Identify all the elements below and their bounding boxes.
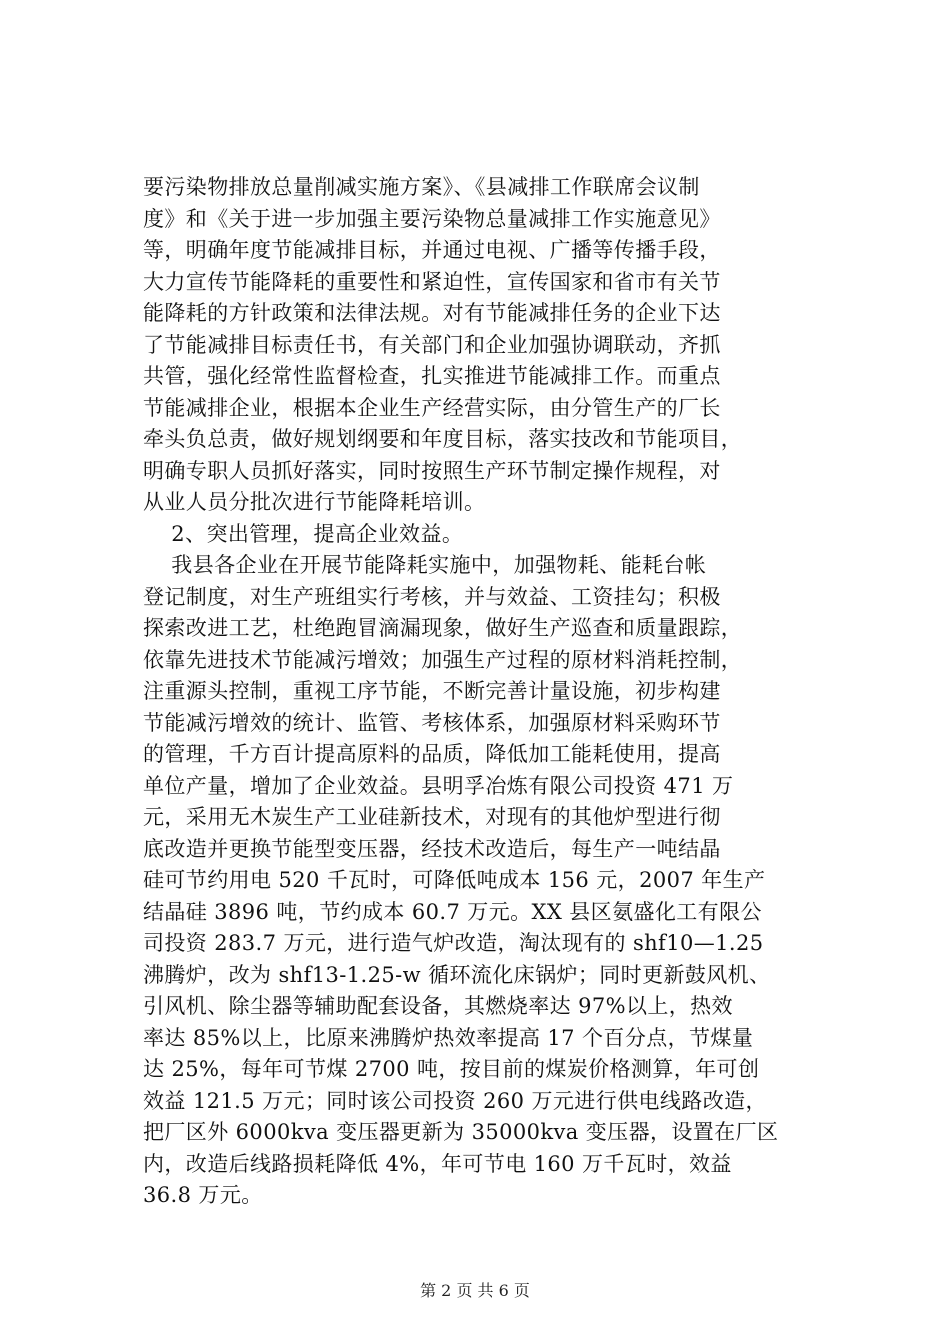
text-line: 司投资 283.7 万元，进行造气炉改造，淘汰现有的 shf10—1.25: [143, 931, 764, 955]
text-line: 要污染物排放总量削减实施方案》、《县减排工作联席会议制: [143, 175, 700, 199]
text-line: 注重源头控制，重视工序节能，不断完善计量设施，初步构建: [143, 679, 721, 703]
text-line: 沸腾炉，改为 shf13-1.25-w 循环流化床锅炉；同时更新鼓风机、: [143, 962, 771, 987]
body-text: [143, 172, 833, 1212]
text-line: 节能减污增效的统计、监管、考核体系，加强原材料采购环节: [143, 710, 721, 735]
text-line: 度》和《关于进一步加强主要污染物总量减排工作实施意见》: [143, 206, 721, 231]
text-line: 率达 85%以上，比原来沸腾炉热效率提高 17 个百分点，节煤量: [143, 1025, 754, 1050]
text-line: 能降耗的方针政策和法律法规。对有节能减排任务的企业下达: [143, 301, 721, 325]
text-line: 大力宣传节能降耗的重要性和紧迫性，宣传国家和省市有关节: [143, 269, 721, 294]
text-line: 结晶硅 3896 吨，节约成本 60.7 万元。XX 县区氨盛化工有限公: [143, 899, 762, 924]
text-line: 把厂区外 6000kva 变压器更新为 35000kva 变压器，设置在厂区: [143, 1120, 779, 1144]
text-line: 硅可节约用电 520 千瓦时，可降低吨成本 156 元，2007 年生产: [143, 868, 766, 892]
section-heading: 2、突出管理，提高企业效益。: [143, 521, 464, 546]
page-footer: 第 2 页 共 6 页: [420, 1281, 530, 1300]
text-line: 元，采用无木炭生产工业硅新技术，对现有的其他炉型进行彻: [143, 805, 721, 829]
text-line: 底改造并更换节能型变压器，经技术改造后，每生产一吨结晶: [143, 836, 721, 861]
text-line: 从业人员分批次进行节能降耗培训。: [143, 490, 486, 514]
text-line: 我县各企业在开展节能降耗实施中，加强物耗、能耗台帐: [143, 553, 707, 577]
text-line: 登记制度，对生产班组实行考核，并与效益、工资挂勾；积极: [143, 584, 721, 609]
text-line: 明确专职人员抓好落实，同时按照生产环节制定操作规程，对: [143, 458, 721, 483]
text-line: 节能减排企业，根据本企业生产经营实际，由分管生产的厂长: [143, 395, 721, 420]
text-line: 牵头负总责，做好规划纲要和年度目标，落实技改和节能项目，: [143, 427, 743, 451]
text-line: 探索改进工艺，杜绝跑冒滴漏现象，做好生产巡查和质量跟踪，: [143, 616, 743, 640]
text-line: 共管，强化经常性监督检查，扎实推进节能减排工作。而重点: [143, 364, 721, 388]
text-line: 依靠先进技术节能减污增效；加强生产过程的原材料消耗控制，: [143, 647, 743, 672]
text-line: 引风机、除尘器等辅助配套设备，其燃烧率达 97%以上，热效: [143, 994, 733, 1018]
text-line: 等，明确年度节能减排目标，并通过电视、广播等传播手段，: [143, 238, 721, 262]
text-line: 达 25%，每年可节煤 2700 吨，按目前的煤炭价格测算，年可创: [143, 1057, 760, 1081]
text-line: 内，改造后线路损耗降低 4%，年可节电 160 万千瓦时，效益: [143, 1151, 732, 1176]
text-line: 36.8 万元。: [143, 1183, 263, 1207]
text-line: 了节能减排目标责任书，有关部门和企业加强协调联动，齐抓: [143, 332, 721, 357]
text-line: 的管理，千方百计提高原料的品质，降低加工能耗使用，提高: [143, 742, 721, 766]
text-line: 单位产量，增加了企业效益。县明孚冶炼有限公司投资 471 万: [143, 773, 734, 798]
text-line: 效益 121.5 万元；同时该公司投资 260 万元进行供电线路改造，: [143, 1088, 767, 1113]
